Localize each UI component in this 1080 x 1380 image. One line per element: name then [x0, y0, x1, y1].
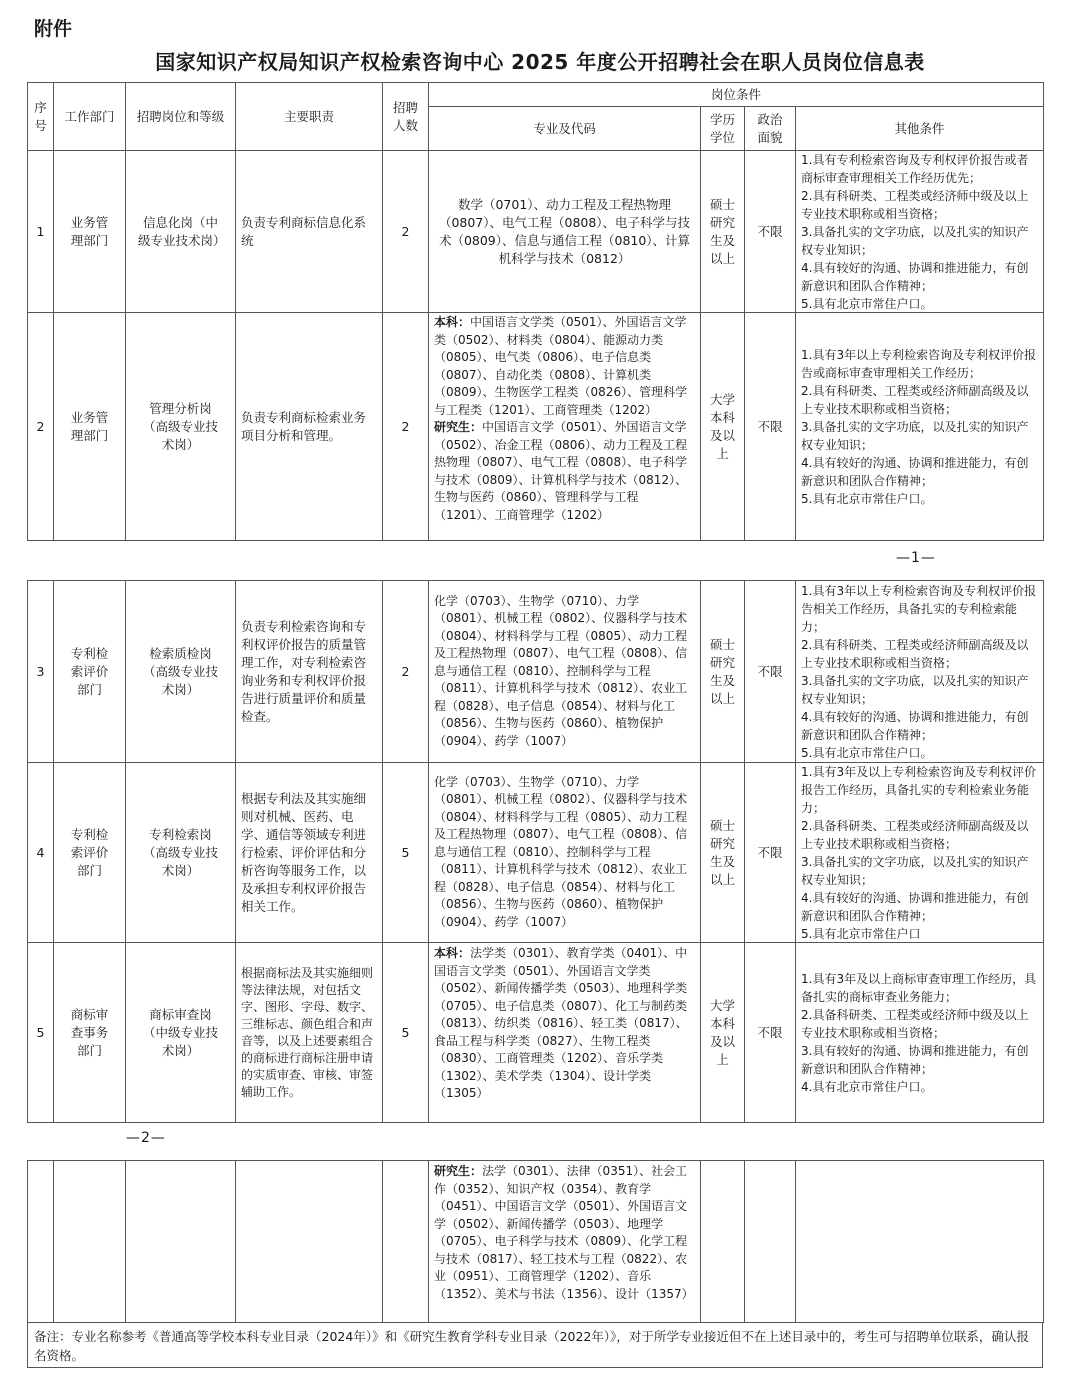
row5-other: 1.具有3年及以上商标审查审理工作经历，具备扎实的商标审查业务能力； 2.具备科研类、工程类或经济师中级及以上专业技术职称或相当资格； 3.具有较好的沟通、协调和推进能力，有创新意识和团队合作精神； 4.具有北京市常住户口。 [796, 943, 1044, 1123]
row2-position: 管理分析岗（高级专业技术岗） [126, 313, 236, 541]
row1-count: 2 [383, 151, 429, 313]
row4-seq: 4 [28, 763, 54, 943]
header-conditions: 岗位条件 [429, 83, 1044, 107]
row3-major: 化学（0703）、生物学（0710）、力学（0801）、机械工程（0802）、仪器科学与技术（0804）、材料科学与工程（0805）、动力工程及工程热物理（0807）、电气工程（0808）、信息与通信工程（0810）、控制科学与工程（0811）、计算机科学与技术（0812）、农业工程（0828）、电子信息（0854）、材料与化工（0856）、生物与医药（0860）、植物保护（0904）、药学（1007） [429, 581, 701, 763]
page-number-2: —2— [126, 1130, 166, 1146]
header-political: 政治面貌 [745, 107, 796, 151]
row2-department: 业务管理部门 [54, 313, 126, 541]
row5-major-ug: 法学类（0301）、教育学类（0401）、中国语言文学类（0501）、外国语言文学类（0502）、新闻传播学类（0503）、地理科学类（0705）、电子信息类（0807）、化工与制药类（0813）、纺织类（0816）、轻工类（0817）、食品工程与科学类（0827）、生物工程类（0830）、工商管理类（1202）、音乐学类（1302）、美术学类（1304）、设计学类（1305） [434, 946, 688, 1100]
header-major: 专业及代码 [429, 107, 701, 151]
row5-major-ug-label: 本科： [434, 946, 471, 960]
row2-duties: 负责专利商标检索业务项目分析和管理。 [236, 313, 383, 541]
row5-seq: 5 [28, 943, 54, 1123]
row4-political: 不限 [745, 763, 796, 943]
attachment-label: 附件 [34, 18, 73, 40]
page-title: 国家知识产权局知识产权检索咨询中心 2025 年度公开招聘社会在职人员岗位信息表 [155, 50, 925, 74]
row5-degree: 大学本科及以上 [701, 943, 745, 1123]
row2-count: 2 [383, 313, 429, 541]
row5-duties: 根据商标法及其实施细则等法律法规，对包括文字、图形、字母、数字、三维标志、颜色组合和声音等，以及上述要素组合的商标进行商标注册申请的实质审查、审核、审签辅助工作。 [236, 943, 383, 1123]
row5-major-pg-label: 研究生： [434, 1164, 483, 1178]
row3-department: 专利检索评价部门 [54, 581, 126, 763]
header-other: 其他条件 [796, 107, 1044, 151]
row5-cont-seq [28, 1161, 54, 1323]
row1-duties: 负责专利商标信息化系统 [236, 151, 383, 313]
table-page-1 [27, 82, 1044, 541]
row1-seq: 1 [28, 151, 54, 313]
row5-department: 商标审查事务部门 [54, 943, 126, 1123]
header-seq: 序号 [28, 83, 54, 151]
row1-other: 1.具有专利检索咨询及专利权评价报告或者商标审查审理相关工作经历优先； 2.具有科研类、工程类或经济师中级及以上专业技术职称或相当资格； 3.具备扎实的文字功底，以及扎实的知识产权专业知识； 4.具有较好的沟通、协调和推进能力，有创新意识和团队合作精神； 5.具有北京市常住户口。 [796, 151, 1044, 313]
row5-cont-political [745, 1161, 796, 1323]
row2-political: 不限 [745, 313, 796, 541]
row5-major-pg-cell [429, 1161, 701, 1323]
row3-political: 不限 [745, 581, 796, 763]
row3-count: 2 [383, 581, 429, 763]
row3-other: 1.具有3年以上专利检索咨询及专利权评价报告相关工作经历，具备扎实的专利检索能力； 2.具有科研类、工程类或经济师副高级及以上专业技术职称或相当资格； 3.具备扎实的文字功底，以及扎实的知识产权专业知识； 4.具有较好的沟通、协调和推进能力，有创新意识和团队合作精神； 5.具有北京市常住户口。 [796, 581, 1044, 763]
header-duties: 主要职责 [236, 83, 383, 151]
row2-degree: 大学本科及以上 [701, 313, 745, 541]
row5-cont-department [54, 1161, 126, 1323]
row5-political: 不限 [745, 943, 796, 1123]
row4-other: 1.具有3年及以上专利检索咨询及专利权评价报告工作经历，具备扎实的专利检索业务能力； 2.具备科研类、工程类或经济师副高级及以上专业技术职称或相当资格； 3.具备扎实的文字功底，以及扎实的知识产权专业知识； 4.具有较好的沟通、协调和推进能力，有创新意识和团队合作精神； 5.具有北京市常住户口 [796, 763, 1044, 943]
row1-political: 不限 [745, 151, 796, 313]
row2-major-pg: 中国语言文学（0501）、外国语言文学（0502）、冶金工程（0806）、动力工程及工程热物理（0807）、电气工程（0808）、电子科学与技术（0809）、计算机科学与技术（0812）、生物与医药（0860）、管理科学与工程（1201）、工商管理学（1202） [434, 420, 688, 522]
row2-seq: 2 [28, 313, 54, 541]
row2-major [429, 313, 701, 541]
row4-major: 化学（0703）、生物学（0710）、力学（0801）、机械工程（0802）、仪器科学与技术（0804）、材料科学与工程（0805）、动力工程及工程热物理（0807）、电气工程（0808）、信息与通信工程（0810）、控制科学与工程（0811）、计算机科学与技术（0812）、农业工程（0828）、电子信息（0854）、材料与化工（0856）、生物与医药（0860）、植物保护（0904）、药学（1007） [429, 763, 701, 943]
row1-degree: 硕士研究生及以上 [701, 151, 745, 313]
table-page-3 [27, 1160, 1044, 1323]
row2-major-ug: 中国语言文学类（0501）、外国语言文学类（0502）、材料类（0804）、能源动力类（0805）、电气类（0806）、电子信息类（0807）、自动化类（0808）、计算机类（0809）、生物医学工程类（0826）、管理科学与工程类（1201）、工商管理类（1202） [434, 315, 688, 417]
row5-count: 5 [383, 943, 429, 1123]
header-department: 工作部门 [54, 83, 126, 151]
row4-degree: 硕士研究生及以上 [701, 763, 745, 943]
row3-degree: 硕士研究生及以上 [701, 581, 745, 763]
row5-major-pg: 法学（0301）、法律（0351）、社会工作（0352）、知识产权（0354）、教育学（0451）、中国语言文学（0501）、外国语言文学（0502）、新闻传播学（0503）、地理学（0705）、电子科学与技术（0809）、化学工程与技术（0817）、轻工技术与工程（0822）、农业（0951）、工商管理学（1202）、音乐（1352）、美术与书法（1356）、设计（1357） [434, 1164, 694, 1301]
row5-cont-duties [236, 1161, 383, 1323]
row5-position: 商标审查岗（中级专业技术岗） [126, 943, 236, 1123]
row3-duties: 负责专利检索咨询和专利权评价报告的质量管理工作，对专利检索咨询业务和专利权评价报告进行质量评价和质量检查。 [236, 581, 383, 763]
row4-duties: 根据专利法及其实施细则对机械、医药、电学、通信等领域专利进行检索、评价评估和分析咨询等服务工作，以及承担专利权评价报告相关工作。 [236, 763, 383, 943]
row5-cont-degree [701, 1161, 745, 1323]
row1-department: 业务管理部门 [54, 151, 126, 313]
row4-department: 专利检索评价部门 [54, 763, 126, 943]
row3-seq: 3 [28, 581, 54, 763]
header-count: 招聘人数 [383, 83, 429, 151]
row4-count: 5 [383, 763, 429, 943]
row4-position: 专利检索岗（高级专业技术岗） [126, 763, 236, 943]
row5-cont-position [126, 1161, 236, 1323]
header-degree: 学历学位 [701, 107, 745, 151]
table-page-2 [27, 580, 1044, 1123]
row5-major-ug-cell [429, 943, 701, 1123]
row2-other: 1.具有3年以上专利检索咨询及专利权评价报告或商标审查审理相关工作经历； 2.具有科研类、工程类或经济师副高级及以上专业技术职称或相当资格； 3.具备扎实的文字功底，以及扎实的知识产权专业知识； 4.具有较好的沟通、协调和推进能力，有创新意识和团队合作精神； 5.具有北京市常住户口。 [796, 313, 1044, 541]
row1-major: 数学（0701）、动力工程及工程热物理（0807）、电气工程（0808）、电子科学与技术（0809）、信息与通信工程（0810）、计算机科学与技术（0812） [429, 151, 701, 313]
row5-cont-other [796, 1161, 1044, 1323]
header-position: 招聘岗位和等级 [126, 83, 236, 151]
row2-major-pg-label: 研究生： [434, 420, 483, 434]
row2-major-ug-label: 本科： [434, 315, 471, 329]
row5-cont-count [383, 1161, 429, 1323]
footnote: 备注：专业名称参考《普通高等学校本科专业目录（2024年）》和《研究生教育学科专业目录（2022年）》，对于所学专业接近但不在上述目录中的，考生可与招聘单位联系，确认报名资格。 [27, 1322, 1043, 1368]
page-number-1: —1— [896, 550, 936, 566]
row1-position: 信息化岗（中级专业技术岗） [126, 151, 236, 313]
row3-position: 检索质检岗（高级专业技术岗） [126, 581, 236, 763]
